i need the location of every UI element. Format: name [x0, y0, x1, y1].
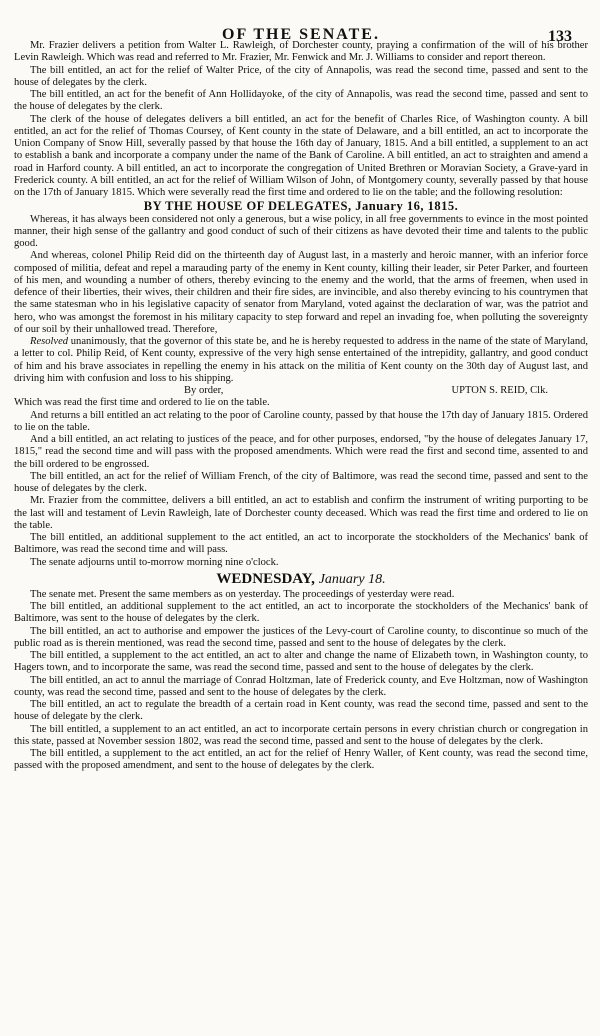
- day-name: WEDNESDAY,: [216, 570, 315, 587]
- day-heading: [14, 571, 588, 588]
- paragraph: The senate met. Present the same members as on yesterday. The proceedings of yesterday were read.: [30, 588, 455, 600]
- page-number: 133: [548, 28, 572, 45]
- paragraph: The bill entitled, an act for the benefit of Ann Hollidayoke, of the city of Annapolis, was read the second time, passed and sent to the house of delegates by the clerk.: [14, 89, 588, 113]
- paragraph: Which was read the first time and ordered to lie on the table.: [14, 397, 270, 409]
- day-date: January 18.: [318, 571, 386, 587]
- paragraph: The bill entitled, an act to regulate the breadth of a certain road in Kent county, was read the second time, passed and sent to the house of delegate by the clerk.: [14, 699, 588, 723]
- running-head: OF THE SENATE.: [222, 26, 380, 43]
- page-body: [14, 40, 588, 773]
- paragraph: Mr. Frazier delivers a petition from Walter L. Rawleigh, of Dorchester county, praying a confirmation of the will of his brother Levin Rawleigh. Which was read and referred to Mr. Frazier, Mr. Fenwick and Mr. J. Williams to consider and report thereon.: [14, 40, 588, 64]
- paragraph: The bill entitled, an act for the relief of Walter Price, of the city of Annapolis, was read the second time, passed and sent to the house of delegates by the clerk.: [14, 64, 588, 88]
- paragraph: The bill entitled, an additional supplement to the act entitled, an act to incorporate the stockholders of the Mechanics' bank of Baltimore, was read the second time and will pass.: [14, 532, 588, 556]
- resolution-heading: BY THE HOUSE OF DELEGATES, January 16, 1815.: [143, 199, 459, 214]
- paragraph: And a bill entitled, an act relating to justices of the peace, and for other purposes, endorsed, "by the house of delegates January 17, 1815," read the second time and will pass with the proposed amendments. Which were read the first and second time, assented to and the bill ordered to be engrossed.: [14, 434, 588, 470]
- resolution-paragraph: Whereas, it has always been considered not only a generous, but a wise policy, in all free governments to evince in the most pointed manner, their high sense of the gallantry and good conduct of such of their citizens as have devoted their time and talents to the public good.: [14, 213, 588, 249]
- clerk-signature: UPTON S. REID, Clk.: [451, 385, 548, 396]
- resolved-text: unanimously, that the governor of this state be, and he is hereby requested to address in the name of the state of Maryland, a letter to col. Philip Reid, of Kent county, expressive of the very high sense entertained of the intrepidity, gallantry, and good conduct of him and his brave associates in repelling the enemy in his attack on the militia of Kent county on the 30th day of August last, and driving him with confusion and loss to his shipping.: [14, 336, 588, 384]
- paragraph: The bill entitled, a supplement to the act entitled, an act for the relief of Henry Waller, of Kent county, was read the second time, passed with the proposed amendment, and sent to the house of delegates by the clerk.: [14, 748, 588, 772]
- by-order: By order,: [184, 385, 224, 396]
- paragraph: And returns a bill entitled an act relating to the poor of Caroline county, passed by that house the 17th day of January 1815. Ordered to lie on the table.: [14, 409, 588, 433]
- paragraph: The bill entitled, an act for the relief of William French, of the city of Baltimore, was read the second time, passed and sent to the house of delegates by the clerk.: [14, 470, 588, 494]
- order-signature-row: [14, 385, 588, 397]
- paragraph: The clerk of the house of delegates delivers a bill entitled, an act for the benefit of Charles Rice, of Washington county. A bill entitled, an act for the relief of Thomas Coursey, of Kent county in the state of Delaware, and a bill entitled, an act to incorporate the Union Company of Snow Hill, severally passed by that house the 16th day of January, 1815. And a bill entitled, a supplement to an act to establish a bank and incorporate a company under the name of the Bank of Caroline. A bill entitled, an act to straighten and amend a road in Harford county. A bill entitled, an act to incorporate the congregation of United Brethren or Moravian Society, a Grave-yard in Frederick county. A bill entitled, an act for the relief of William Wilson of John, of Montgomery county, severally passed by that house on the 17th of January 1815. Which were severally read the first time and ordered to lie on the table; and the following resolution:: [14, 113, 588, 198]
- paragraph: Mr. Frazier from the committee, delivers a bill entitled, an act to establish and confirm the instrument of writing purporting to be the last will and testament of Levin Rawleigh, late of Dorchester county deceased. Which was read the first time and ordered to lie on the table.: [14, 495, 588, 531]
- paragraph: The bill entitled, an act to authorise and empower the justices of the Levy-court of Caroline county, to discontinue so much of the public road as is therein mentioned, was read the second time, passed and sent to the house of delegates by the clerk.: [14, 625, 588, 649]
- resolution-paragraph: And whereas, colonel Philip Reid did on the thirteenth day of August last, in a masterly and heroic manner, with an inferior force composed of militia, defeat and repel a marauding party of the enemy in Kent county, killing their leader, sir Peter Parker, and fourteen of his men, and wounding a number of others, thereby evincing to the enemy and the world, that the arms of freemen, when used in defence of their liberties, their wives, their children and their fire sides, are invincible, and also thereby evincing to his countrymen that the same statesman who in his legislative capacity of senator from Maryland, voted against the declaration of war, was the patriot and hero, who was amongst the foremost in his military capacity to step forward and repel an invading foe, when polluting the sovereignty of our soil by their unhallowed tread. Therefore,: [14, 250, 588, 335]
- page-header: [14, 0, 588, 45]
- paragraph: The bill entitled, a supplement to the act entitled, an act to alter and change the name of Elizabeth town, in Washington county, to Hagers town, and to incorporate the same, was read the second time, passed and sent to the house of delegates by the clerk.: [14, 650, 588, 674]
- paragraph: The senate adjourns until to-morrow morning nine o'clock.: [30, 556, 279, 568]
- resolved-paragraph: [14, 336, 588, 385]
- paragraph: The bill entitled, an additional supplement to the act entitled, an act to incorporate the stockholders of the Mechanics' bank of Baltimore, was sent to the house of delegates by the clerk.: [14, 601, 588, 625]
- resolved-word: Resolved: [30, 336, 69, 347]
- paragraph: The bill entitled, a supplement to an act entitled, an act to incorporate certain persons in every christian church or congregation in this state, passed at November session 1802, was read the second time, passed and sent to the house of delegates by the clerk.: [14, 723, 588, 747]
- paragraph: The bill entitled, an act to annul the marriage of Conrad Holtzman, late of Frederick county, and Eve Holtzman, now of Washington county, was read the second time, passed and sent to the house of delegates by the clerk.: [14, 674, 588, 698]
